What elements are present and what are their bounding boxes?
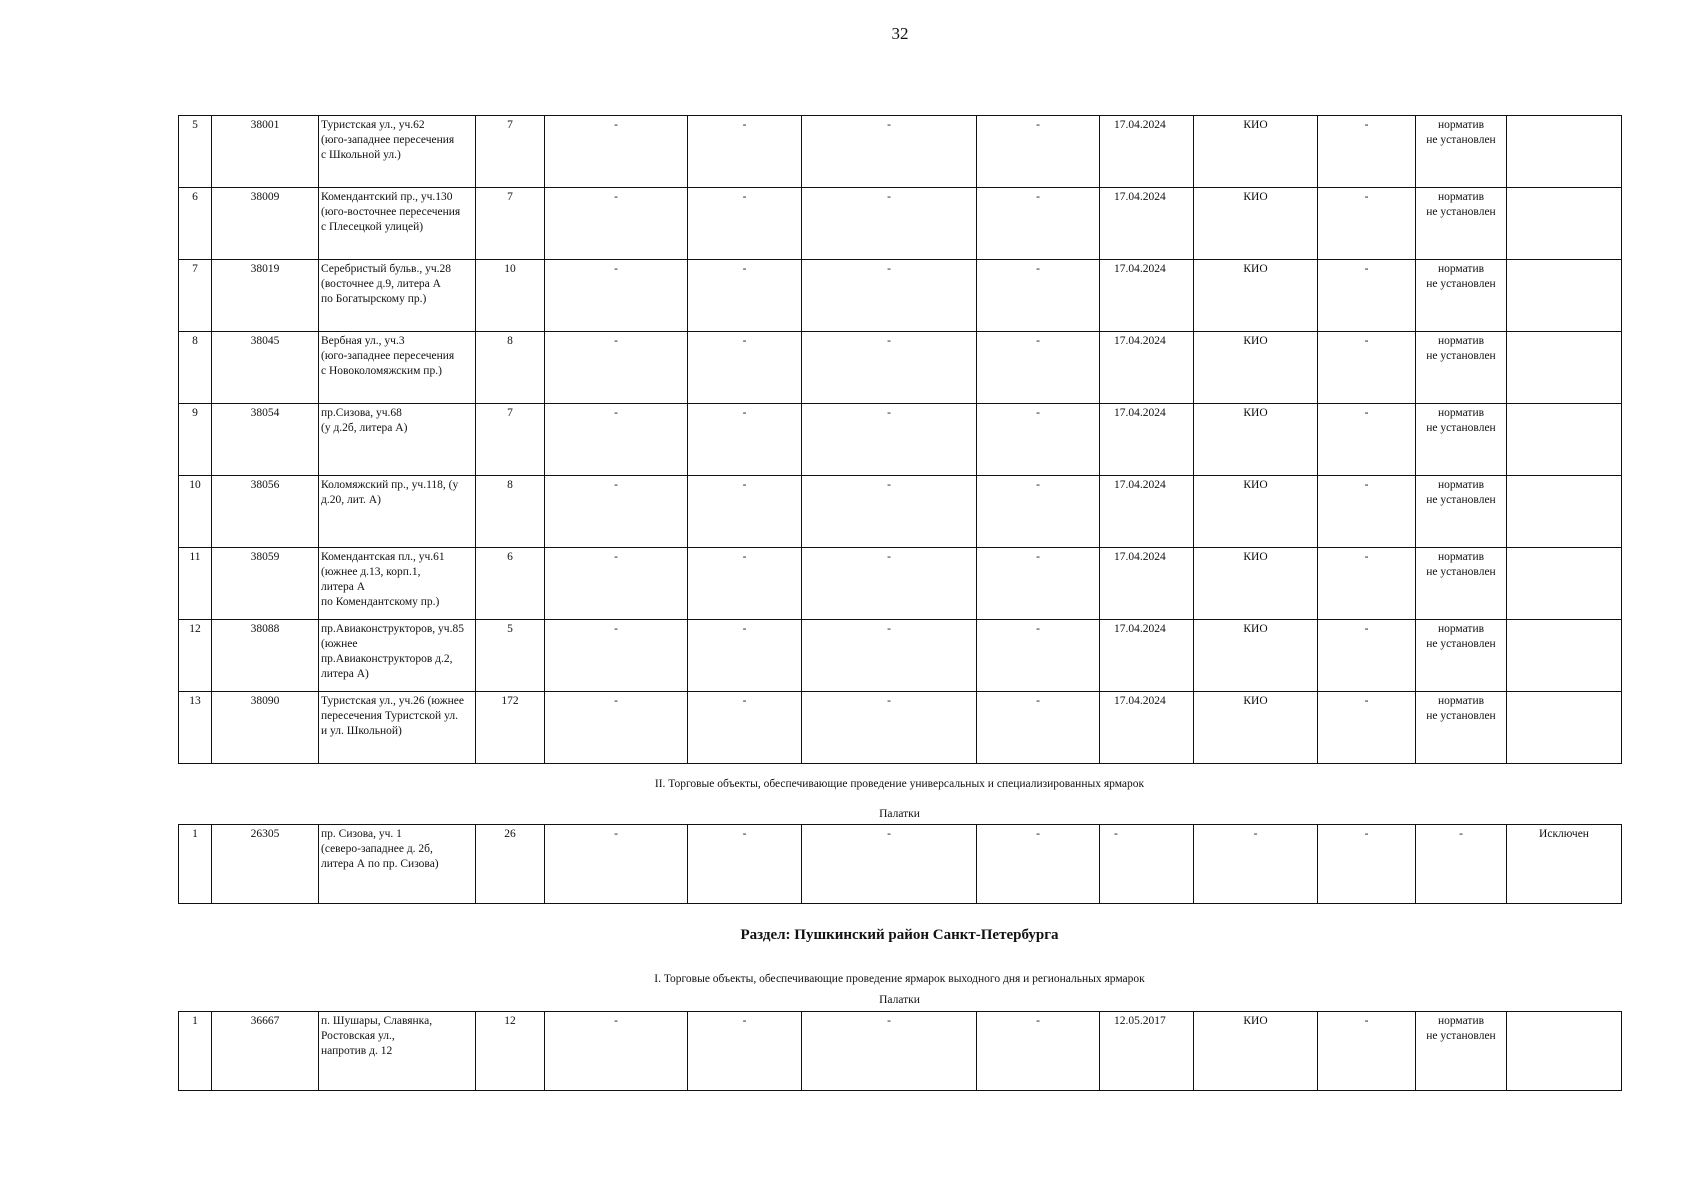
- row-number: 7: [179, 260, 212, 332]
- norm-status: норматив не установлен: [1416, 260, 1507, 332]
- note: [1507, 548, 1622, 620]
- date: 17.04.2024: [1100, 620, 1194, 692]
- cell-dash: -: [977, 188, 1100, 260]
- note: [1507, 1012, 1622, 1091]
- table-row: [179, 188, 1622, 260]
- fair-objects-table: [178, 824, 1622, 904]
- cell-dash: -: [688, 188, 802, 260]
- cell-dash: -: [688, 476, 802, 548]
- cell-dash: -: [977, 1012, 1100, 1091]
- tents-label: Палатки: [879, 808, 920, 820]
- cell-dash: -: [802, 620, 977, 692]
- place-count: 26: [476, 825, 545, 904]
- norm-status: норматив не установлен: [1416, 620, 1507, 692]
- cell-dash: -: [802, 1012, 977, 1091]
- table-row: [179, 620, 1622, 692]
- cell-dash: -: [977, 332, 1100, 404]
- organization: КИО: [1194, 1012, 1318, 1091]
- table-row: [179, 692, 1622, 764]
- cell-dash: -: [977, 476, 1100, 548]
- row-number: 10: [179, 476, 212, 548]
- organization: КИО: [1194, 116, 1318, 188]
- row-number: 8: [179, 332, 212, 404]
- cell-dash: -: [802, 188, 977, 260]
- cell-dash: -: [545, 332, 688, 404]
- row-number: 13: [179, 692, 212, 764]
- cell-dash: -: [977, 404, 1100, 476]
- object-id: 38019: [212, 260, 319, 332]
- cell-dash: -: [545, 825, 688, 904]
- address: Туристская ул., уч.62 (юго-западнее пересечения с Школьной ул.): [319, 116, 476, 188]
- cell-dash: -: [1318, 620, 1416, 692]
- norm-status: -: [1416, 825, 1507, 904]
- organization: -: [1194, 825, 1318, 904]
- cell-dash: -: [545, 404, 688, 476]
- table-row: [179, 1012, 1622, 1091]
- note: [1507, 476, 1622, 548]
- address: Вербная ул., уч.3 (юго-западнее пересечения с Новоколомяжским пр.): [319, 332, 476, 404]
- row-number: 1: [179, 825, 212, 904]
- object-id: 38059: [212, 548, 319, 620]
- cell-dash: -: [545, 692, 688, 764]
- date: 12.05.2017: [1100, 1012, 1194, 1091]
- note: [1507, 620, 1622, 692]
- table-row: [179, 260, 1622, 332]
- place-count: 7: [476, 188, 545, 260]
- cell-dash: -: [545, 476, 688, 548]
- cell-dash: -: [802, 825, 977, 904]
- section-i-caption: I. Торговые объекты, обеспечивающие проведение ярмарок выходного дня и региональных ярмарок: [654, 973, 1145, 985]
- norm-status: норматив не установлен: [1416, 692, 1507, 764]
- note: Исключен: [1507, 825, 1622, 904]
- organization: КИО: [1194, 260, 1318, 332]
- object-id: 36667: [212, 1012, 319, 1091]
- table-row: [179, 116, 1622, 188]
- trade-objects-table: [178, 115, 1622, 764]
- row-number: 11: [179, 548, 212, 620]
- date: 17.04.2024: [1100, 476, 1194, 548]
- note: [1507, 188, 1622, 260]
- object-id: 38088: [212, 620, 319, 692]
- cell-dash: -: [977, 116, 1100, 188]
- cell-dash: -: [545, 116, 688, 188]
- cell-dash: -: [688, 260, 802, 332]
- object-id: 38090: [212, 692, 319, 764]
- norm-status: норматив не установлен: [1416, 188, 1507, 260]
- place-count: 7: [476, 404, 545, 476]
- object-id: 38054: [212, 404, 319, 476]
- note: [1507, 260, 1622, 332]
- organization: КИО: [1194, 692, 1318, 764]
- address: Туристская ул., уч.26 (южнее пересечения Туристской ул. и ул. Школьной): [319, 692, 476, 764]
- norm-status: норматив не установлен: [1416, 332, 1507, 404]
- place-count: 5: [476, 620, 545, 692]
- place-count: 7: [476, 116, 545, 188]
- note: [1507, 692, 1622, 764]
- organization: КИО: [1194, 548, 1318, 620]
- cell-dash: -: [688, 116, 802, 188]
- object-id: 38056: [212, 476, 319, 548]
- object-id: 38009: [212, 188, 319, 260]
- cell-dash: -: [1318, 476, 1416, 548]
- norm-status: норматив не установлен: [1416, 404, 1507, 476]
- organization: КИО: [1194, 620, 1318, 692]
- date: 17.04.2024: [1100, 116, 1194, 188]
- cell-dash: -: [802, 260, 977, 332]
- cell-dash: -: [545, 548, 688, 620]
- table-row: [179, 825, 1622, 904]
- pushkin-trade-objects-table: [178, 1011, 1622, 1091]
- organization: КИО: [1194, 332, 1318, 404]
- table-row: [179, 404, 1622, 476]
- cell-dash: -: [1318, 260, 1416, 332]
- cell-dash: -: [802, 476, 977, 548]
- date: 17.04.2024: [1100, 548, 1194, 620]
- cell-dash: -: [688, 692, 802, 764]
- cell-dash: -: [688, 404, 802, 476]
- place-count: 6: [476, 548, 545, 620]
- address: пр. Сизова, уч. 1 (северо-западнее д. 2б, литера А по пр. Сизова): [319, 825, 476, 904]
- place-count: 12: [476, 1012, 545, 1091]
- organization: КИО: [1194, 188, 1318, 260]
- cell-dash: -: [688, 548, 802, 620]
- object-id: 38001: [212, 116, 319, 188]
- place-count: 8: [476, 476, 545, 548]
- cell-dash: -: [545, 620, 688, 692]
- cell-dash: -: [545, 1012, 688, 1091]
- row-number: 12: [179, 620, 212, 692]
- cell-dash: -: [977, 260, 1100, 332]
- object-id: 38045: [212, 332, 319, 404]
- note: [1507, 332, 1622, 404]
- place-count: 8: [476, 332, 545, 404]
- cell-dash: -: [1318, 1012, 1416, 1091]
- organization: КИО: [1194, 476, 1318, 548]
- address: пр.Авиаконструкторов, уч.85 (южнее пр.Авиаконструкторов д.2, литера А): [319, 620, 476, 692]
- table-row: [179, 548, 1622, 620]
- cell-dash: -: [1318, 404, 1416, 476]
- cell-dash: -: [977, 825, 1100, 904]
- row-number: 9: [179, 404, 212, 476]
- cell-dash: -: [802, 116, 977, 188]
- cell-dash: -: [688, 1012, 802, 1091]
- cell-dash: -: [688, 620, 802, 692]
- row-number: 1: [179, 1012, 212, 1091]
- page-number: 32: [891, 24, 909, 43]
- cell-dash: -: [1318, 548, 1416, 620]
- cell-dash: -: [1318, 116, 1416, 188]
- cell-dash: -: [545, 260, 688, 332]
- note: [1507, 404, 1622, 476]
- row-number: 5: [179, 116, 212, 188]
- section-ii-caption: II. Торговые объекты, обеспечивающие проведение универсальных и специализированных ярмарок: [654, 778, 1145, 790]
- address: Комендантская пл., уч.61 (южнее д.13, корп.1, литера А по Комендантскому пр.): [319, 548, 476, 620]
- cell-dash: -: [1318, 825, 1416, 904]
- date: 17.04.2024: [1100, 332, 1194, 404]
- cell-dash: -: [688, 825, 802, 904]
- cell-dash: -: [802, 548, 977, 620]
- norm-status: норматив не установлен: [1416, 1012, 1507, 1091]
- organization: КИО: [1194, 404, 1318, 476]
- note: [1507, 116, 1622, 188]
- cell-dash: -: [688, 332, 802, 404]
- date: 17.04.2024: [1100, 260, 1194, 332]
- row-number: 6: [179, 188, 212, 260]
- section-title: Раздел: Пушкинский район Санкт-Петербурга: [740, 927, 1059, 943]
- norm-status: норматив не установлен: [1416, 548, 1507, 620]
- date: 17.04.2024: [1100, 188, 1194, 260]
- tents-label: Палатки: [879, 994, 920, 1006]
- date: -: [1100, 825, 1194, 904]
- address: Серебристый бульв., уч.28 (восточнее д.9, литера А по Богатырскому пр.): [319, 260, 476, 332]
- place-count: 172: [476, 692, 545, 764]
- address: Комендантский пр., уч.130 (юго-восточнее пересечения с Плесецкой улицей): [319, 188, 476, 260]
- address: Коломяжский пр., уч.118, (у д.20, лит. А): [319, 476, 476, 548]
- cell-dash: -: [802, 404, 977, 476]
- table-row: [179, 332, 1622, 404]
- address: п. Шушары, Славянка, Ростовская ул., напротив д. 12: [319, 1012, 476, 1091]
- date: 17.04.2024: [1100, 692, 1194, 764]
- cell-dash: -: [545, 188, 688, 260]
- cell-dash: -: [1318, 188, 1416, 260]
- cell-dash: -: [802, 692, 977, 764]
- address: пр.Сизова, уч.68 (у д.2б, литера А): [319, 404, 476, 476]
- norm-status: норматив не установлен: [1416, 116, 1507, 188]
- cell-dash: -: [977, 620, 1100, 692]
- cell-dash: -: [977, 548, 1100, 620]
- norm-status: норматив не установлен: [1416, 476, 1507, 548]
- cell-dash: -: [1318, 692, 1416, 764]
- table-row: [179, 476, 1622, 548]
- cell-dash: -: [1318, 332, 1416, 404]
- cell-dash: -: [977, 692, 1100, 764]
- object-id: 26305: [212, 825, 319, 904]
- place-count: 10: [476, 260, 545, 332]
- cell-dash: -: [802, 332, 977, 404]
- date: 17.04.2024: [1100, 404, 1194, 476]
